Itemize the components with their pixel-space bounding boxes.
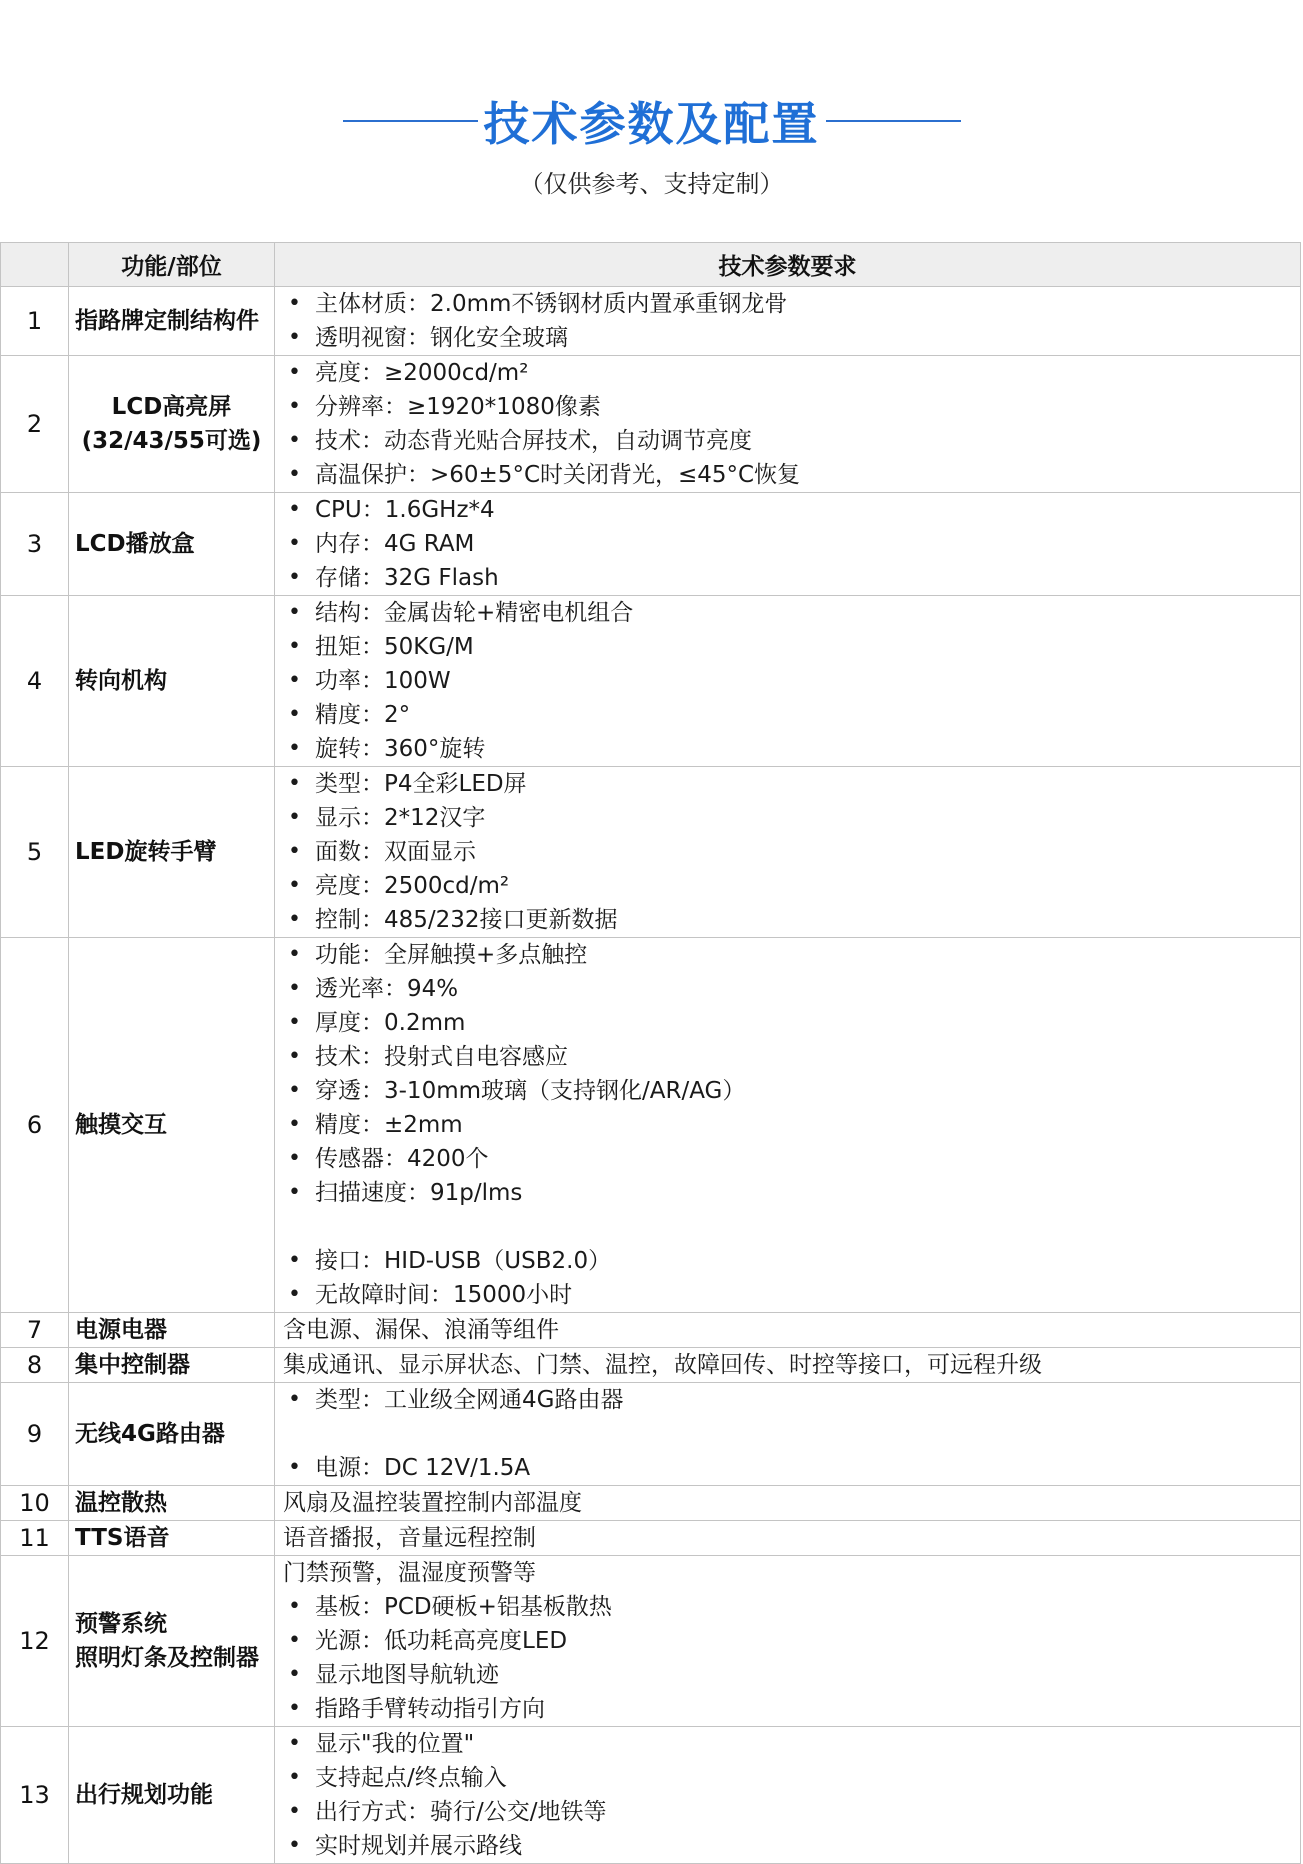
title-row — [0, 88, 1303, 154]
page-subtitle: （仅供参考、支持定制） — [519, 170, 784, 198]
list-item: • 指路手臂转动指引方向 — [283, 1692, 1292, 1726]
part-name-cell: 温控散热 — [69, 1486, 275, 1521]
requirement-cell — [275, 1348, 1301, 1383]
title-left-rule — [343, 120, 478, 122]
list-item: • 控制：485/232接口更新数据 — [283, 903, 1292, 937]
spec-table-body — [1, 287, 1301, 1864]
list-item: • 类型：工业级全网通4G路由器 — [283, 1383, 1292, 1417]
list-item: • 类型：P4全彩LED屏 — [283, 767, 1292, 801]
part-name-cell: 转向机构 — [69, 596, 275, 767]
part-name-cell: 集中控制器 — [69, 1348, 275, 1383]
table-row — [1, 1556, 1301, 1727]
requirement-list — [283, 356, 1292, 492]
table-row — [1, 1521, 1301, 1556]
requirement-text: 含电源、漏保、浪涌等组件 — [283, 1317, 559, 1343]
header-part-cell: 功能/部位 — [69, 243, 275, 287]
table-row — [1, 287, 1301, 356]
part-name-cell: TTS语音 — [69, 1521, 275, 1556]
requirement-text: 风扇及温控装置控制内部温度 — [283, 1490, 582, 1516]
list-item: • 旋转：360°旋转 — [283, 732, 1292, 766]
title-right-rule — [826, 120, 961, 122]
list-item: • 技术：动态背光贴合屏技术，自动调节亮度 — [283, 424, 1292, 458]
list-item: • 支持起点/终点输入 — [283, 1761, 1292, 1795]
list-item: • 精度：2° — [283, 698, 1292, 732]
requirement-cell — [275, 1521, 1301, 1556]
row-number-cell: 8 — [1, 1348, 69, 1383]
row-number-cell: 10 — [1, 1486, 69, 1521]
list-item: • 显示"我的位置" — [283, 1727, 1292, 1761]
requirement-cell — [275, 596, 1301, 767]
list-item: • 扫描速度：91p/lms — [283, 1176, 1292, 1210]
requirement-list — [283, 1383, 1292, 1485]
part-name-cell: LCD高亮屏 (32/43/55可选) — [69, 356, 275, 493]
row-number-cell: 2 — [1, 356, 69, 493]
list-spacer — [283, 1210, 1292, 1244]
table-row — [1, 1486, 1301, 1521]
table-row — [1, 596, 1301, 767]
requirement-list — [283, 493, 1292, 595]
requirement-cell — [275, 493, 1301, 596]
spec-table — [0, 242, 1301, 1864]
part-name-cell: 无线4G路由器 — [69, 1383, 275, 1486]
row-number-cell: 1 — [1, 287, 69, 356]
table-row — [1, 356, 1301, 493]
list-spacer — [283, 1417, 1292, 1451]
list-item: • 实时规划并展示路线 — [283, 1829, 1292, 1863]
list-item: • 传感器：4200个 — [283, 1142, 1292, 1176]
list-item: • 基板：PCD硬板+铝基板散热 — [283, 1590, 1292, 1624]
list-item: • 光源：低功耗高亮度LED — [283, 1624, 1292, 1658]
table-row — [1, 1313, 1301, 1348]
requirement-cell — [275, 938, 1301, 1313]
list-item: • 亮度：2500cd/m² — [283, 869, 1292, 903]
requirement-list — [283, 1590, 1292, 1726]
list-item: • 厚度：0.2mm — [283, 1006, 1292, 1040]
header-no-cell — [1, 243, 69, 287]
list-item: • 分辨率：≥1920*1080像素 — [283, 390, 1292, 424]
row-number-cell: 7 — [1, 1313, 69, 1348]
requirement-text: 集成通讯、显示屏状态、门禁、温控，故障回传、时控等接口，可远程升级 — [283, 1352, 1042, 1378]
list-item: • 精度：±2mm — [283, 1108, 1292, 1142]
row-number-cell: 4 — [1, 596, 69, 767]
part-name-cell: LCD播放盒 — [69, 493, 275, 596]
row-number-cell: 6 — [1, 938, 69, 1313]
row-number-cell: 13 — [1, 1727, 69, 1864]
table-row — [1, 1383, 1301, 1486]
requirement-list — [283, 596, 1292, 766]
list-item: • 出行方式：骑行/公交/地铁等 — [283, 1795, 1292, 1829]
requirement-list — [283, 938, 1292, 1312]
list-item: • 结构：金属齿轮+精密电机组合 — [283, 596, 1292, 630]
requirement-text: 门禁预警，温湿度预警等 — [283, 1560, 536, 1586]
table-header-row — [1, 243, 1301, 287]
part-name-cell: LED旋转手臂 — [69, 767, 275, 938]
row-number-cell: 11 — [1, 1521, 69, 1556]
table-row — [1, 767, 1301, 938]
table-row — [1, 493, 1301, 596]
list-item: • 穿透：3-10mm玻璃（支持钢化/AR/AG） — [283, 1074, 1292, 1108]
page-title: 技术参数及配置 — [483, 97, 820, 151]
list-item: • 技术：投射式自电容感应 — [283, 1040, 1292, 1074]
list-item: • 无故障时间：15000小时 — [283, 1278, 1292, 1312]
list-item: • 主体材质：2.0mm不锈钢材质内置承重钢龙骨 — [283, 287, 1292, 321]
header-req-cell: 技术参数要求 — [275, 243, 1301, 287]
part-name-cell: 电源电器 — [69, 1313, 275, 1348]
list-item: • 存储：32G Flash — [283, 561, 1292, 595]
row-number-cell: 5 — [1, 767, 69, 938]
list-item: • 扭矩：50KG/M — [283, 630, 1292, 664]
list-item: • CPU：1.6GHz*4 — [283, 493, 1292, 527]
requirement-cell — [275, 287, 1301, 356]
list-item: • 电源：DC 12V/1.5A — [283, 1451, 1292, 1485]
row-number-cell: 9 — [1, 1383, 69, 1486]
table-row — [1, 1348, 1301, 1383]
list-item: • 功率：100W — [283, 664, 1292, 698]
list-item: • 显示：2*12汉字 — [283, 801, 1292, 835]
requirement-cell — [275, 767, 1301, 938]
table-row — [1, 938, 1301, 1313]
requirement-cell — [275, 356, 1301, 493]
list-item: • 高温保护：>60±5°C时关闭背光，≤45°C恢复 — [283, 458, 1292, 492]
table-row — [1, 1727, 1301, 1864]
part-name-cell: 预警系统 照明灯条及控制器 — [69, 1556, 275, 1727]
requirement-cell — [275, 1383, 1301, 1486]
page-header — [0, 88, 1303, 199]
part-name-cell: 出行规划功能 — [69, 1727, 275, 1864]
list-item: • 亮度：≥2000cd/m² — [283, 356, 1292, 390]
requirement-cell — [275, 1556, 1301, 1727]
list-item: • 显示地图导航轨迹 — [283, 1658, 1292, 1692]
part-name-cell: 指路牌定制结构件 — [69, 287, 275, 356]
requirement-cell — [275, 1313, 1301, 1348]
list-item: • 内存：4G RAM — [283, 527, 1292, 561]
list-item: • 透明视窗：钢化安全玻璃 — [283, 321, 1292, 355]
row-number-cell: 12 — [1, 1556, 69, 1727]
list-item: • 透光率：94% — [283, 972, 1292, 1006]
list-item: • 接口：HID-USB（USB2.0） — [283, 1244, 1292, 1278]
list-item: • 功能：全屏触摸+多点触控 — [283, 938, 1292, 972]
requirement-text: 语音播报，音量远程控制 — [283, 1525, 536, 1551]
list-item: • 面数：双面显示 — [283, 835, 1292, 869]
requirement-list — [283, 1727, 1292, 1863]
row-number-cell: 3 — [1, 493, 69, 596]
requirement-cell — [275, 1486, 1301, 1521]
part-name-cell: 触摸交互 — [69, 938, 275, 1313]
requirement-list — [283, 287, 1292, 355]
requirement-list — [283, 767, 1292, 937]
requirement-cell — [275, 1727, 1301, 1864]
